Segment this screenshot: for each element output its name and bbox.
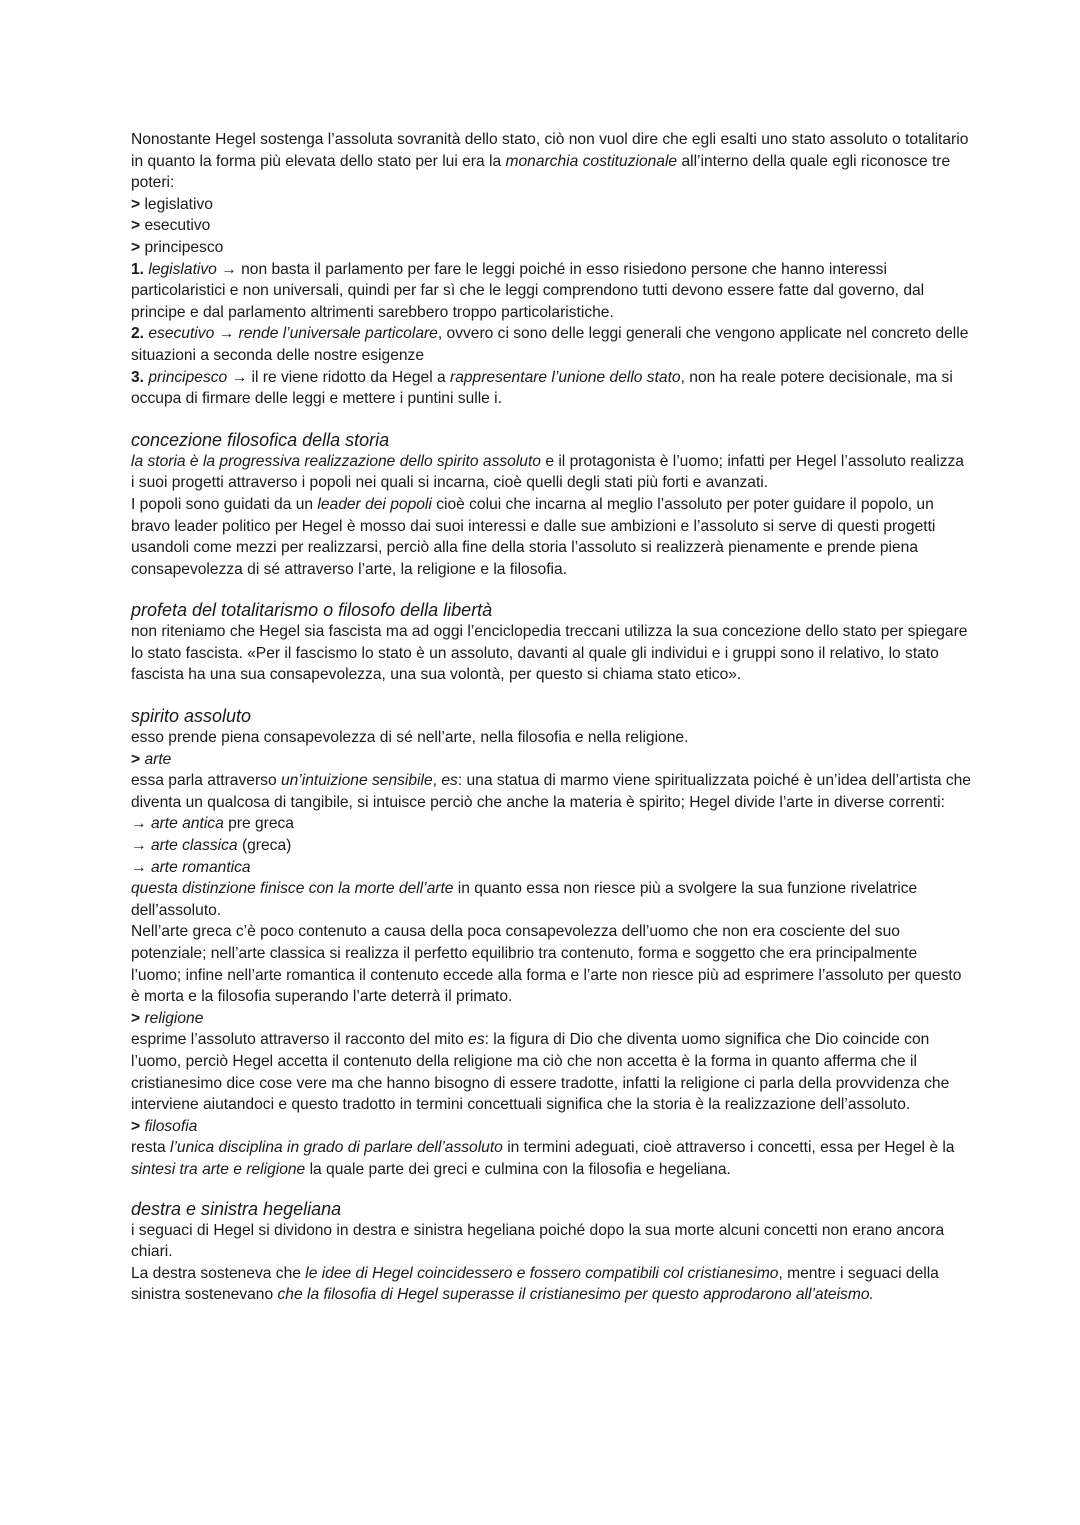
bullet-legislativo: > legislativo (131, 195, 213, 213)
heading-profeta: profeta del totalitarismo o filosofo della libertà (131, 600, 493, 621)
morte-arte-paragraph: questa distinzione finisce con la morte dell’arte in quanto essa non riesce più a svolgere la sua funzione rivelatrice dell’assoluto. (131, 880, 918, 919)
heading-spirito: spirito assoluto (131, 706, 252, 727)
label-religione: > religione (131, 1009, 204, 1027)
bullet-esecutivo: > esecutivo (131, 217, 211, 235)
corrente-classica: → arte classica (greca) (131, 837, 292, 855)
numbered-item-1: 1. legislativo → non basta il parlamento per fare le leggi poiché in esso risiedono persone che hanno interessi particolaristici e non universali, quindi per far sì che le leggi comprendono tutti devono essere fatte dal governo, dal principe e dal parlamento altrimenti sarebbero troppo particolaristiche. (131, 260, 925, 321)
destra-paragraph-1: i seguaci di Hegel si dividono in destra e sinistra hegeliana poiché dopo la sua morte alcuni concetti non erano ancora chiari. (131, 1221, 945, 1261)
arte-greca-paragraph: Nell’arte greca c’è poco contenuto a causa della poca consapevolezza dell’uomo che non era cosciente del suo potenziale; nell’arte classica si realizza il perfetto equilibrio tra contenuto, forma e soggetto che era principalmente l’uomo; infine nell’arte romantica il contenuto eccede alla forma e l’arte non riesce più ad esprimere l’assoluto per questo è morta e la filosofia superando l’arte deterrà il primato. (131, 923, 962, 1006)
corrente-romantica: → arte romantica (131, 858, 251, 876)
profeta-paragraph: non riteniamo che Hegel sia fascista ma ad oggi l’enciclopedia treccani utilizza la sua concezione dello stato per spiegare lo stato fascista. «Per il fascismo lo stato è un assoluto, davanti al quale gli individui e i gruppi sono il relativo, lo stato fascista ha una sua consapevolezza, una sua volontà, per questo si chiama stato etico». (131, 623, 968, 684)
filosofia-paragraph: resta l’unica disciplina in grado di parlare dell’assoluto in termini adeguati, cioè attraverso i concetti, essa per Hegel è la sintesi tra arte e religione la quale parte dei greci e culmina con la filosofia e hegeliana. (131, 1139, 955, 1178)
spirito-intro: esso prende piena consapevolezza di sé nell’arte, nella filosofia e nella religione. (131, 729, 689, 747)
heading-destra-sinistra: destra e sinistra hegeliana (131, 1198, 342, 1219)
storia-paragraph-1: la storia è la progressiva realizzazione dello spirito assoluto e il protagonista è l’uomo; infatti per Hegel l’assoluto realizza i suoi progetti attraverso i popoli nei quali si incarna, cioè quelli degli stati più forti e avanzati. (131, 452, 964, 492)
document-page (131, 129, 971, 1306)
destra-paragraph-2: La destra sosteneva che le idee di Hegel coincidessero e fossero compatibili col cristianesimo, mentre i seguaci della sinistra sostenevano che la filosofia di Hegel superasse il cristianesimo per questo approdarono all’ateismo. (131, 1264, 939, 1304)
label-arte: > arte (131, 750, 172, 768)
numbered-item-2: 2. esecutivo → rende l’universale particolare, ovvero ci sono delle leggi generali che vengono applicate nel concreto delle situazioni a seconda delle nostre esigenze (131, 325, 969, 364)
corrente-antica: → arte antica pre greca (131, 815, 294, 833)
intro-paragraph: Nonostante Hegel sostenga l’assoluta sovranità dello stato, ciò non vuol dire che egli esalti uno stato assoluto o totalitario in quanto la forma più elevata dello stato per lui era la monarchia costituzionale all’interno della quale egli riconosce tre poteri: (131, 131, 969, 192)
religione-paragraph: esprime l’assoluto attraverso il racconto del mito es: la figura di Dio che diventa uomo significa che Dio coincide con l’uomo, perciò Hegel accetta il contenuto della religione ma ciò che non accetta è la forma in quanto afferma che il cristianesimo dice cose vere ma che hanno bisogno di essere tradotte, infatti la religione ci parla della provvidenza che interviene aiutandoci e questo tradotto in termini concettuali significa che la storia è la realizzazione dell’assoluto. (131, 1031, 950, 1114)
label-filosofia: > filosofia (131, 1117, 198, 1135)
bullet-principesco: > principesco (131, 238, 224, 256)
arte-paragraph: essa parla attraverso un’intuizione sensibile, es: una statua di marmo viene spiritualizzata poiché è un’idea dell’artista che diventa un qualcosa di tangibile, si intuisce perciò che anche la materia è spirito; Hegel divide l’arte in diverse correnti: (131, 772, 971, 811)
storia-paragraph-2: I popoli sono guidati da un leader dei popoli cioè colui che incarna al meglio l’assoluto per poter guidare il popolo, un bravo leader politico per Hegel è mosso dai suoi interessi e dalle sue ambizioni e l’assoluto si serve di questi progetti usandoli come mezzi per realizzarsi, perciò alla fine della storia l’assoluto si realizzerà pienamente e prende piena consapevolezza di sé attraverso l’arte, la religione e la filosofia. (131, 495, 936, 578)
numbered-item-3: 3. principesco → il re viene ridotto da Hegel a rappresentare l’unione dello stato, non ha reale potere decisionale, ma si occupa di firmare delle leggi e mettere i puntini sulle i. (131, 368, 953, 408)
heading-storia: concezione filosofica della storia (131, 429, 390, 450)
